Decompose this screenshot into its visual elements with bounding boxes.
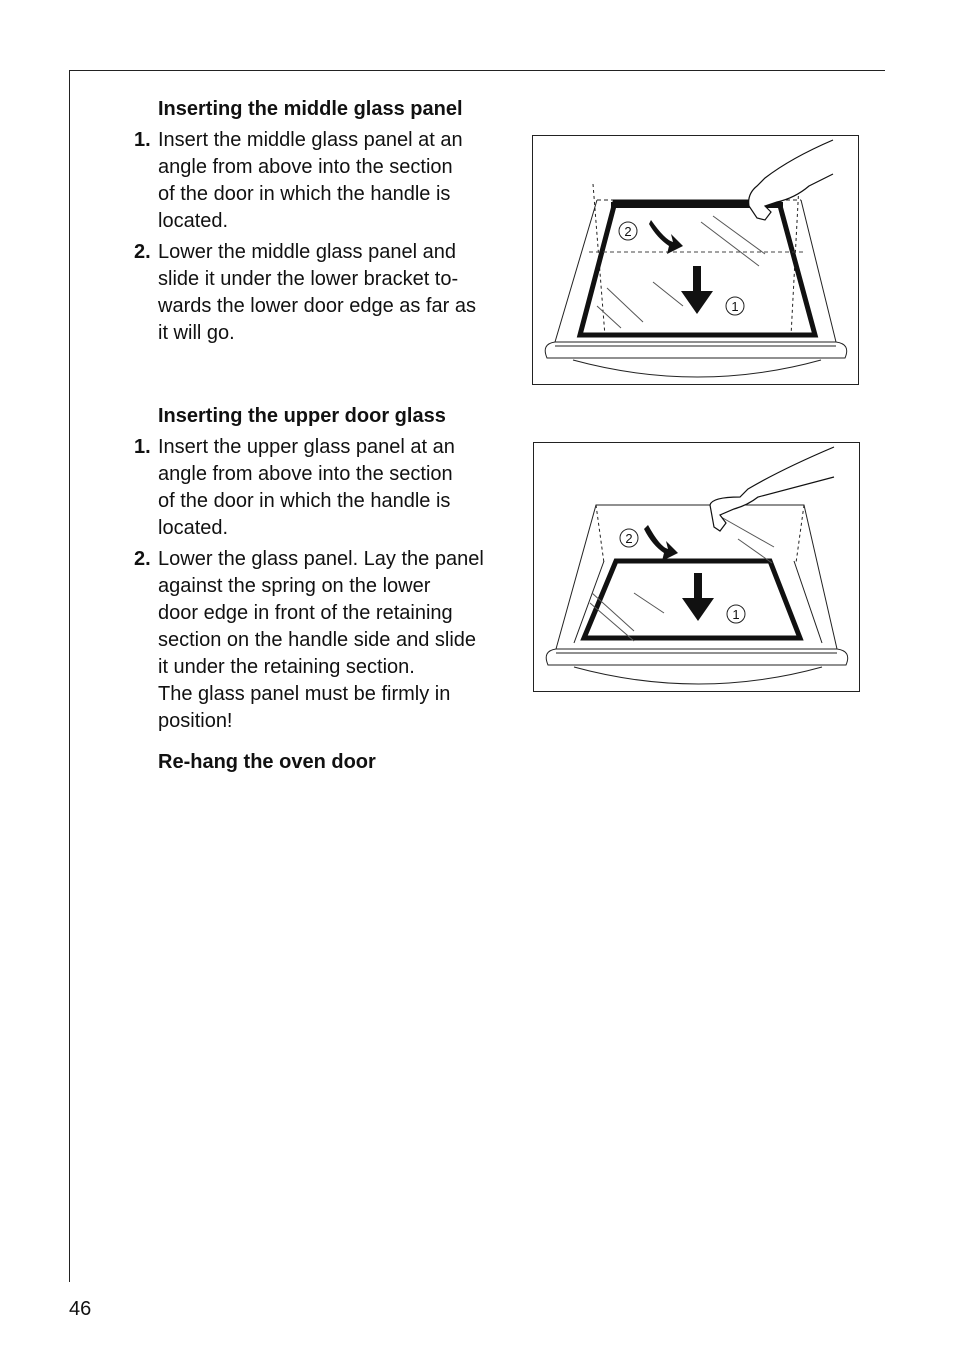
text-line: of the door in which the handle is (158, 183, 451, 205)
text-line: it under the retaining section. (158, 656, 415, 678)
step-text (158, 434, 514, 542)
text-line: located. (158, 210, 229, 232)
text-line: position! (158, 710, 233, 732)
text-line: slide it under the lower bracket to- (158, 268, 459, 290)
section-heading: Inserting the upper door glass (158, 405, 446, 427)
text-line: angle from above into the section (158, 463, 453, 485)
text-line: it will go. (158, 322, 235, 344)
step-item (134, 546, 514, 735)
text-line: wards the lower door edge as far as (158, 295, 476, 317)
step-number: 1. (134, 436, 151, 458)
step-item (134, 127, 514, 235)
figure-step-label-2: 2 (625, 531, 633, 546)
step-text (158, 127, 514, 235)
illustration-middle-glass (533, 136, 858, 384)
top-rule (69, 70, 885, 71)
step-number: 2. (134, 241, 151, 263)
text-line: door edge in front of the retaining (158, 602, 453, 624)
section-rehang-door (134, 749, 514, 776)
figure-step-label-1: 1 (732, 607, 740, 622)
page-number: 46 (69, 1298, 92, 1320)
illustration-upper-glass (534, 443, 859, 691)
section-heading: Re-hang the oven door (158, 751, 376, 773)
text-line: Insert the middle glass panel at an (158, 129, 463, 151)
text-line: angle from above into the section (158, 156, 453, 178)
text-line: located. (158, 517, 229, 539)
text-line: Lower the glass panel. Lay the panel (158, 548, 484, 570)
step-number: 2. (134, 548, 151, 570)
section-heading: Inserting the middle glass panel (158, 98, 463, 120)
text-line: Insert the upper glass panel at an (158, 436, 455, 458)
step-item (134, 434, 514, 542)
step-text (158, 546, 514, 735)
text-line: against the spring on the lower (158, 575, 431, 597)
step-item (134, 239, 514, 347)
section-upper-door-glass (134, 403, 514, 735)
step-number: 1. (134, 129, 151, 151)
text-line: of the door in which the handle is (158, 490, 451, 512)
left-rule (69, 70, 70, 1282)
text-line: The glass panel must be firmly in (158, 683, 451, 705)
text-line: section on the handle side and slide (158, 629, 477, 651)
figure-middle-glass-panel (532, 135, 859, 385)
text-line: Lower the middle glass panel and (158, 241, 456, 263)
figure-upper-door-glass (533, 442, 860, 692)
figure-step-label-2: 2 (624, 224, 632, 239)
figure-step-label-1: 1 (731, 299, 739, 314)
step-text (158, 239, 514, 347)
section-middle-glass-panel (134, 96, 514, 347)
